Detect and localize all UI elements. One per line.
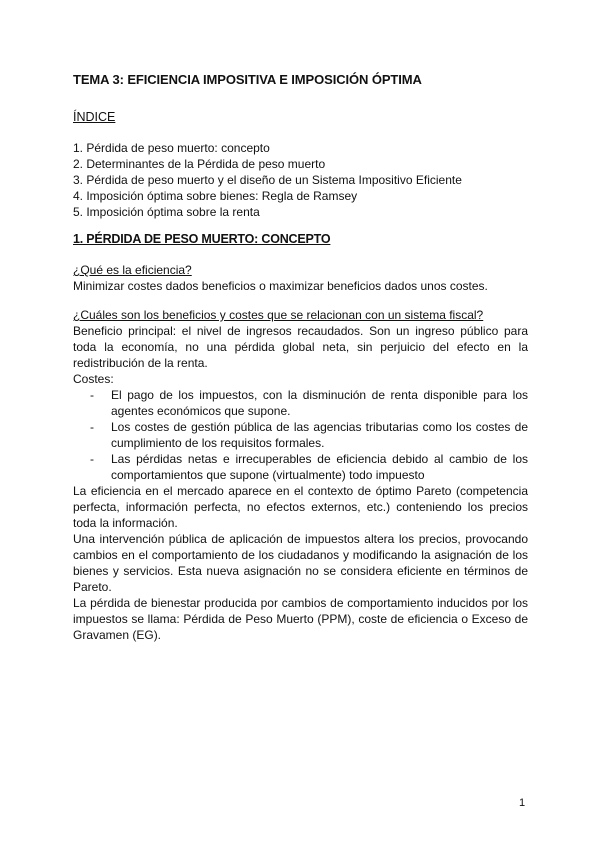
costs-list	[73, 387, 528, 483]
section-heading: 1. PÉRDIDA DE PESO MUERTO: CONCEPTO	[73, 232, 331, 246]
costs-label: Costes:	[73, 372, 114, 386]
question-efficiency: ¿Qué es la eficiencia?	[73, 263, 192, 277]
paragraph-intervention: Una intervención pública de aplicación de impuestos altera los precios, provocando cambios en el comportamiento de los ciudadanos y modificando la asignación de los bienes y servicios. Esta nueva asignación no se considera eficiente en términos de Pareto.	[73, 532, 528, 594]
cost-text: Los costes de gestión pública de las agencias tributarias como los costes de cumplimiento de los requisitos formales.	[111, 420, 528, 450]
table-of-contents	[73, 140, 528, 220]
question-benefits-costs: ¿Cuáles son los beneficios y costes que se relacionan con un sistema fiscal?	[73, 308, 484, 322]
answer-efficiency: Minimizar costes dados beneficios o maximizar beneficios dados unos costes.	[73, 279, 488, 293]
bullet-dash: -	[90, 452, 94, 466]
list-item	[73, 387, 528, 419]
toc-item: 1. Pérdida de peso muerto: concepto	[73, 141, 270, 155]
cost-text: Las pérdidas netas e irrecuperables de eficiencia debido al cambio de los comportamientos que supone (virtualmente) todo impuesto	[111, 452, 528, 482]
list-item	[73, 451, 528, 483]
page-number: 1	[519, 797, 526, 809]
bullet-dash: -	[90, 420, 94, 434]
toc-item: 2. Determinantes de la Pérdida de peso muerto	[73, 157, 326, 171]
cost-text: El pago de los impuestos, con la disminución de renta disponible para los agentes económicos que supone.	[111, 388, 528, 418]
document-title: TEMA 3: EFICIENCIA IMPOSITIVA E IMPOSICIÓN ÓPTIMA	[73, 72, 422, 87]
document-page	[73, 72, 528, 643]
paragraph-deadweight-loss: La pérdida de bienestar producida por cambios de comportamiento inducidos por los impuestos se llama: Pérdida de Peso Muerto (PPM), coste de eficiencia o Exceso de Gravamen (EG).	[73, 596, 528, 642]
toc-item: 4. Imposición óptima sobre bienes: Regla de Ramsey	[73, 189, 358, 203]
bullet-dash: -	[90, 388, 94, 402]
index-heading: ÍNDICE	[73, 110, 116, 124]
toc-item: 3. Pérdida de peso muerto y el diseño de un Sistema Impositivo Eficiente	[73, 173, 462, 187]
toc-item: 5. Imposición óptima sobre la renta	[73, 205, 260, 219]
benefit-paragraph: Beneficio principal: el nivel de ingresos recaudados. Son un ingreso público para toda la economía, no una pérdida global neta, sin perjuicio del efecto en la redistribución de la renta.	[73, 324, 528, 370]
paragraph-pareto: La eficiencia en el mercado aparece en el contexto de óptimo Pareto (competencia perfecta, información perfecta, no efectos externos, etc.) conteniendo los precios toda la información.	[73, 484, 528, 530]
list-item	[73, 419, 528, 451]
